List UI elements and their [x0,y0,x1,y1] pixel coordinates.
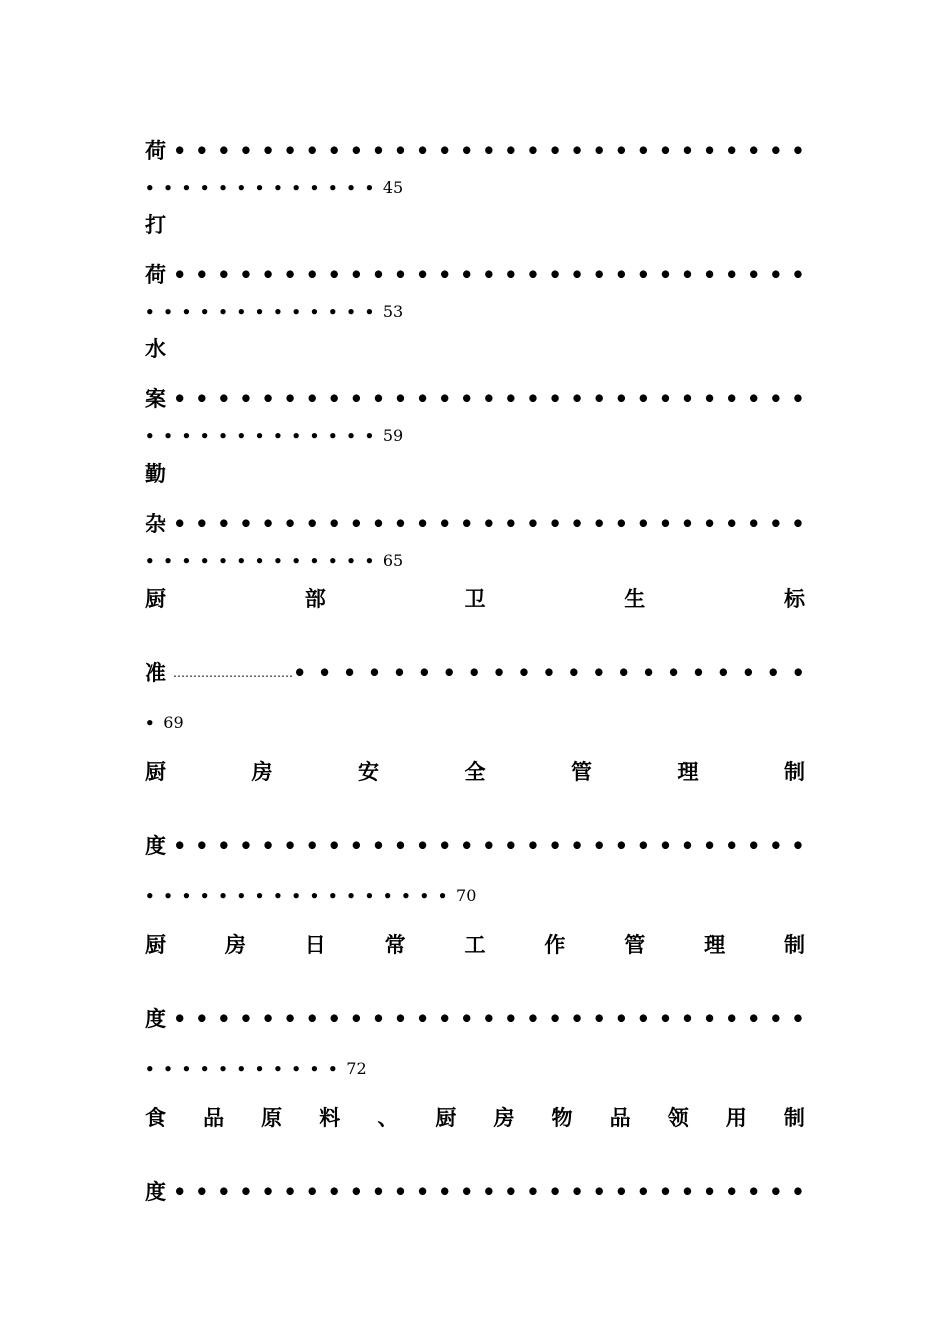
toc-entry-2-cont-leader: • • • • • • • • • • • • • [145,303,375,321]
toc-entry-5-char: 卫 [464,586,486,611]
toc-entry-5-cont-leader: • [145,714,155,732]
toc-entry-7-char: 房 [224,932,246,957]
toc-entry-8-char: 制 [783,1105,805,1130]
toc-entry-6-page: 70 [456,886,477,905]
toc-entry-8-line [145,1177,805,1207]
toc-entry-8-leader: • • • • • • • • • • • • • • • • • • • • • • • • • • • • • [173,1179,805,1204]
toc-entry-8-char: 品 [203,1105,225,1130]
toc-entry-6-line [145,831,805,861]
toc-entry-5-head: 准 [145,660,166,685]
toc-entry-6-char: 管 [571,759,592,784]
toc-entry-6-char: 房 [251,759,273,784]
toc-entry-8-char: 原 [261,1105,283,1130]
toc-entry-4-pre: 勤 [145,461,166,486]
toc-entry-2-line [145,260,805,290]
toc-entry-4-continuation [145,550,805,572]
toc-entry-7-page: 72 [346,1059,367,1078]
toc-entry-7-char: 制 [784,932,805,957]
toc-entry-6-head: 度 [145,833,166,858]
toc-entry-5-page: 69 [163,713,184,732]
toc-entry-5-leader: • • • • • • • • • • • • • • • • • • • • • [293,660,805,685]
toc-entry-4-line [145,509,805,539]
toc-entry-7-continuation [145,1058,805,1080]
toc-entry-8-char: 食 [145,1105,166,1130]
toc-entry-6-cont-leader: • • • • • • • • • • • • • • • • • [145,887,448,905]
toc-entry-8-char: 、 [377,1105,399,1130]
toc-entry-6-continuation [145,885,805,907]
toc-entry-5-fine-leader: ………………………… [173,666,293,680]
toc-entry-8-char: 领 [667,1105,689,1130]
toc-entry-7-char: 日 [304,932,326,957]
toc-entry-8-char: 厨 [435,1105,457,1130]
toc-entry-7-leader: • • • • • • • • • • • • • • • • • • • • • • • • • • • • • [173,1006,805,1031]
toc-entry-5-char: 部 [304,586,326,611]
toc-entry-7-head: 度 [145,1006,166,1031]
toc-entry-5-line [145,658,805,688]
toc-entry-3-pre: 水 [145,336,166,361]
toc-entry-4-cont-leader: • • • • • • • • • • • • • [145,552,375,570]
toc-entry-7-line [145,1004,805,1034]
toc-entry-7-cont-leader: • • • • • • • • • • • [145,1060,338,1078]
toc-entry-7-char: 工 [464,932,486,957]
toc-entry-7-char: 理 [704,932,726,957]
toc-entry-7-char: 作 [544,932,566,957]
toc-entry-2-pre: 打 [145,212,166,237]
toc-entry-8-char: 品 [609,1105,631,1130]
toc-entry-1-line [145,136,805,166]
toc-entry-8-char: 物 [551,1105,573,1130]
toc-entry-6-title [145,757,805,787]
toc-entry-8-head: 度 [145,1179,166,1204]
toc-entry-4-head: 杂 [145,511,166,536]
toc-entry-3-line [145,384,805,414]
toc-entry-4-leader: • • • • • • • • • • • • • • • • • • • • • • • • • • • • • [173,511,805,536]
toc-entry-2-continuation [145,301,805,323]
toc-entry-6-leader: • • • • • • • • • • • • • • • • • • • • • • • • • • • • • [173,833,805,858]
toc-entry-3-cont-leader: • • • • • • • • • • • • • [145,427,375,445]
toc-entry-8-title [145,1103,805,1133]
toc-entry-6-char: 理 [677,759,699,784]
toc-entry-7-char: 常 [384,932,406,957]
toc-entry-1-continuation [145,177,805,199]
toc-entry-3-leader: • • • • • • • • • • • • • • • • • • • • • • • • • • • • • [173,386,805,411]
toc-entry-2-page: 53 [382,302,404,321]
toc-entry-5-char: 厨 [145,586,166,611]
toc-entry-5-char: 标 [784,586,805,611]
toc-entry-6-char: 全 [464,759,486,784]
toc-entry-6-char: 安 [358,759,379,784]
toc-entry-8-char: 料 [319,1105,341,1130]
toc-entry-5-char: 生 [624,586,646,611]
toc-entry-4-page: 65 [382,551,404,570]
toc-entry-7-title [145,930,805,960]
toc-entry-5-title [145,584,805,614]
toc-entry-7-char: 管 [624,932,646,957]
toc-entry-2-leader: • • • • • • • • • • • • • • • • • • • • • • • • • • • • • [173,262,805,287]
toc-entry-3-continuation [145,425,805,447]
toc-entry-7-char: 厨 [145,932,166,957]
toc-entry-1-head: 荷 [145,138,166,163]
toc-entry-3-page: 59 [382,426,404,445]
toc-entry-2-head: 荷 [145,262,166,287]
toc-entry-1-cont-leader: • • • • • • • • • • • • • [145,179,375,197]
toc-entry-3-head: 案 [145,386,166,411]
toc-entry-1-leader: • • • • • • • • • • • • • • • • • • • • • • • • • • • • • [173,138,805,163]
toc-entry-5-continuation [145,712,805,734]
toc-entry-8-char: 用 [725,1105,747,1130]
toc-entry-8-char: 房 [493,1105,515,1130]
toc-entry-6-char: 制 [784,759,805,784]
toc-entry-1-page: 45 [382,178,404,197]
toc-entry-6-char: 厨 [145,759,166,784]
